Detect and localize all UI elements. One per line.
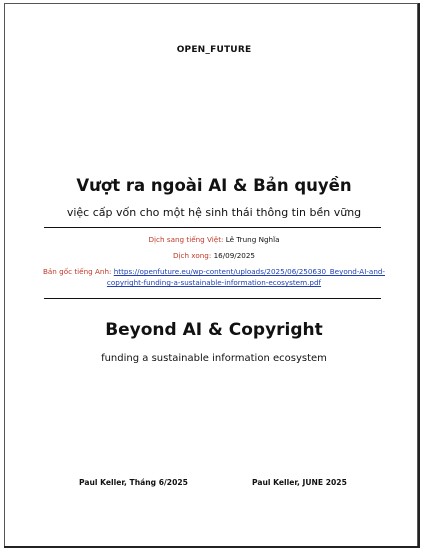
page-shadow-bottom: [4, 546, 420, 548]
page-shadow-right: [418, 3, 420, 548]
footer-author-english: Paul Keller, JUNE 2025: [252, 478, 347, 487]
translator-line: [40, 234, 388, 245]
title-english: Beyond AI & Copyright: [105, 320, 323, 340]
subtitle-vietnamese: việc cấp vốn cho một hệ sinh thái thông tin bền vững: [66, 206, 362, 219]
source-line: [40, 266, 388, 288]
completion-label: Dịch xong:: [172, 251, 212, 260]
source-link[interactable]: https://openfuture.eu/wp-content/uploads/2025/06/250630_Beyond-AI-and-copyright-funding-a-sustainable-information-ecosystem.pdf: [106, 267, 386, 287]
completion-date: 16/09/2025: [213, 251, 256, 260]
translator-name: Lê Trung Nghĩa: [225, 235, 280, 244]
title-vietnamese: Vượt ra ngoài AI & Bản quyền: [76, 176, 352, 195]
subtitle-english: funding a sustainable information ecosystem: [101, 353, 327, 364]
divider-bottom: [44, 298, 381, 299]
divider-top: [44, 227, 381, 228]
completion-line: [40, 250, 388, 261]
source-label: Bản gốc tiếng Anh:: [42, 267, 112, 276]
translator-label: Dịch sang tiếng Việt:: [148, 235, 224, 244]
brand-name: OPEN_FUTURE: [176, 45, 252, 55]
footer-author-vietnamese: Paul Keller, Tháng 6/2025: [79, 478, 188, 487]
